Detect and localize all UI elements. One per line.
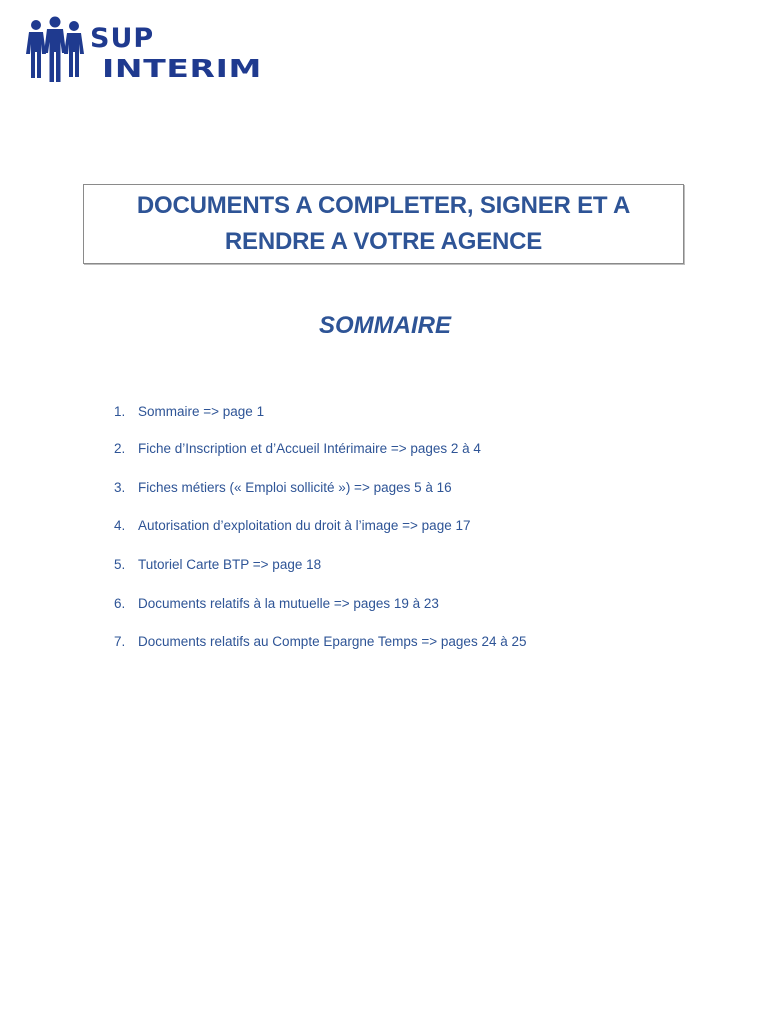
toc-item [114,594,439,614]
toc-item-text: Autorisation d’exploitation du droit à l’image => page 17 [138,518,471,533]
toc-item [114,632,526,652]
toc-item [114,478,452,498]
logo-text-interim: INTERIM [102,54,262,83]
toc-item-text: Documents relatifs à la mutuelle => pages 19 à 23 [138,596,439,611]
toc-item-number: 7. [114,634,126,649]
toc-item-number: 2. [114,441,126,456]
toc-item-number: 5. [114,557,126,572]
toc-item-number: 1. [114,404,126,419]
toc-item-number: 6. [114,596,126,611]
toc-item [114,555,321,575]
toc-item-text: Sommaire => page 1 [138,404,265,419]
sommaire-heading: SOMMAIRE [319,312,451,339]
toc-item-number: 3. [114,480,126,495]
toc-item-text: Documents relatifs au Compte Epargne Temps => pages 24 à 25 [138,634,527,649]
title-line-2: RENDRE A VOTRE AGENCE [224,228,543,255]
toc-item [114,439,481,459]
toc-item [114,402,264,422]
sup-interim-logo [24,16,269,88]
logo-text-sup: SUP [90,23,155,54]
toc-item-text: Tutoriel Carte BTP => page 18 [138,557,322,572]
toc-item-number: 4. [114,518,126,533]
title-line-1: DOCUMENTS A COMPLETER, SIGNER ET A [136,192,631,219]
document-title-box [83,184,684,264]
people-logo-icon [24,16,269,88]
toc-item-text: Fiche d’Inscription et d’Accueil Intérimaire => pages 2 à 4 [138,441,481,456]
toc-item [114,516,470,536]
toc-item-text: Fiches métiers (« Emploi sollicité ») => pages 5 à 16 [138,480,452,495]
